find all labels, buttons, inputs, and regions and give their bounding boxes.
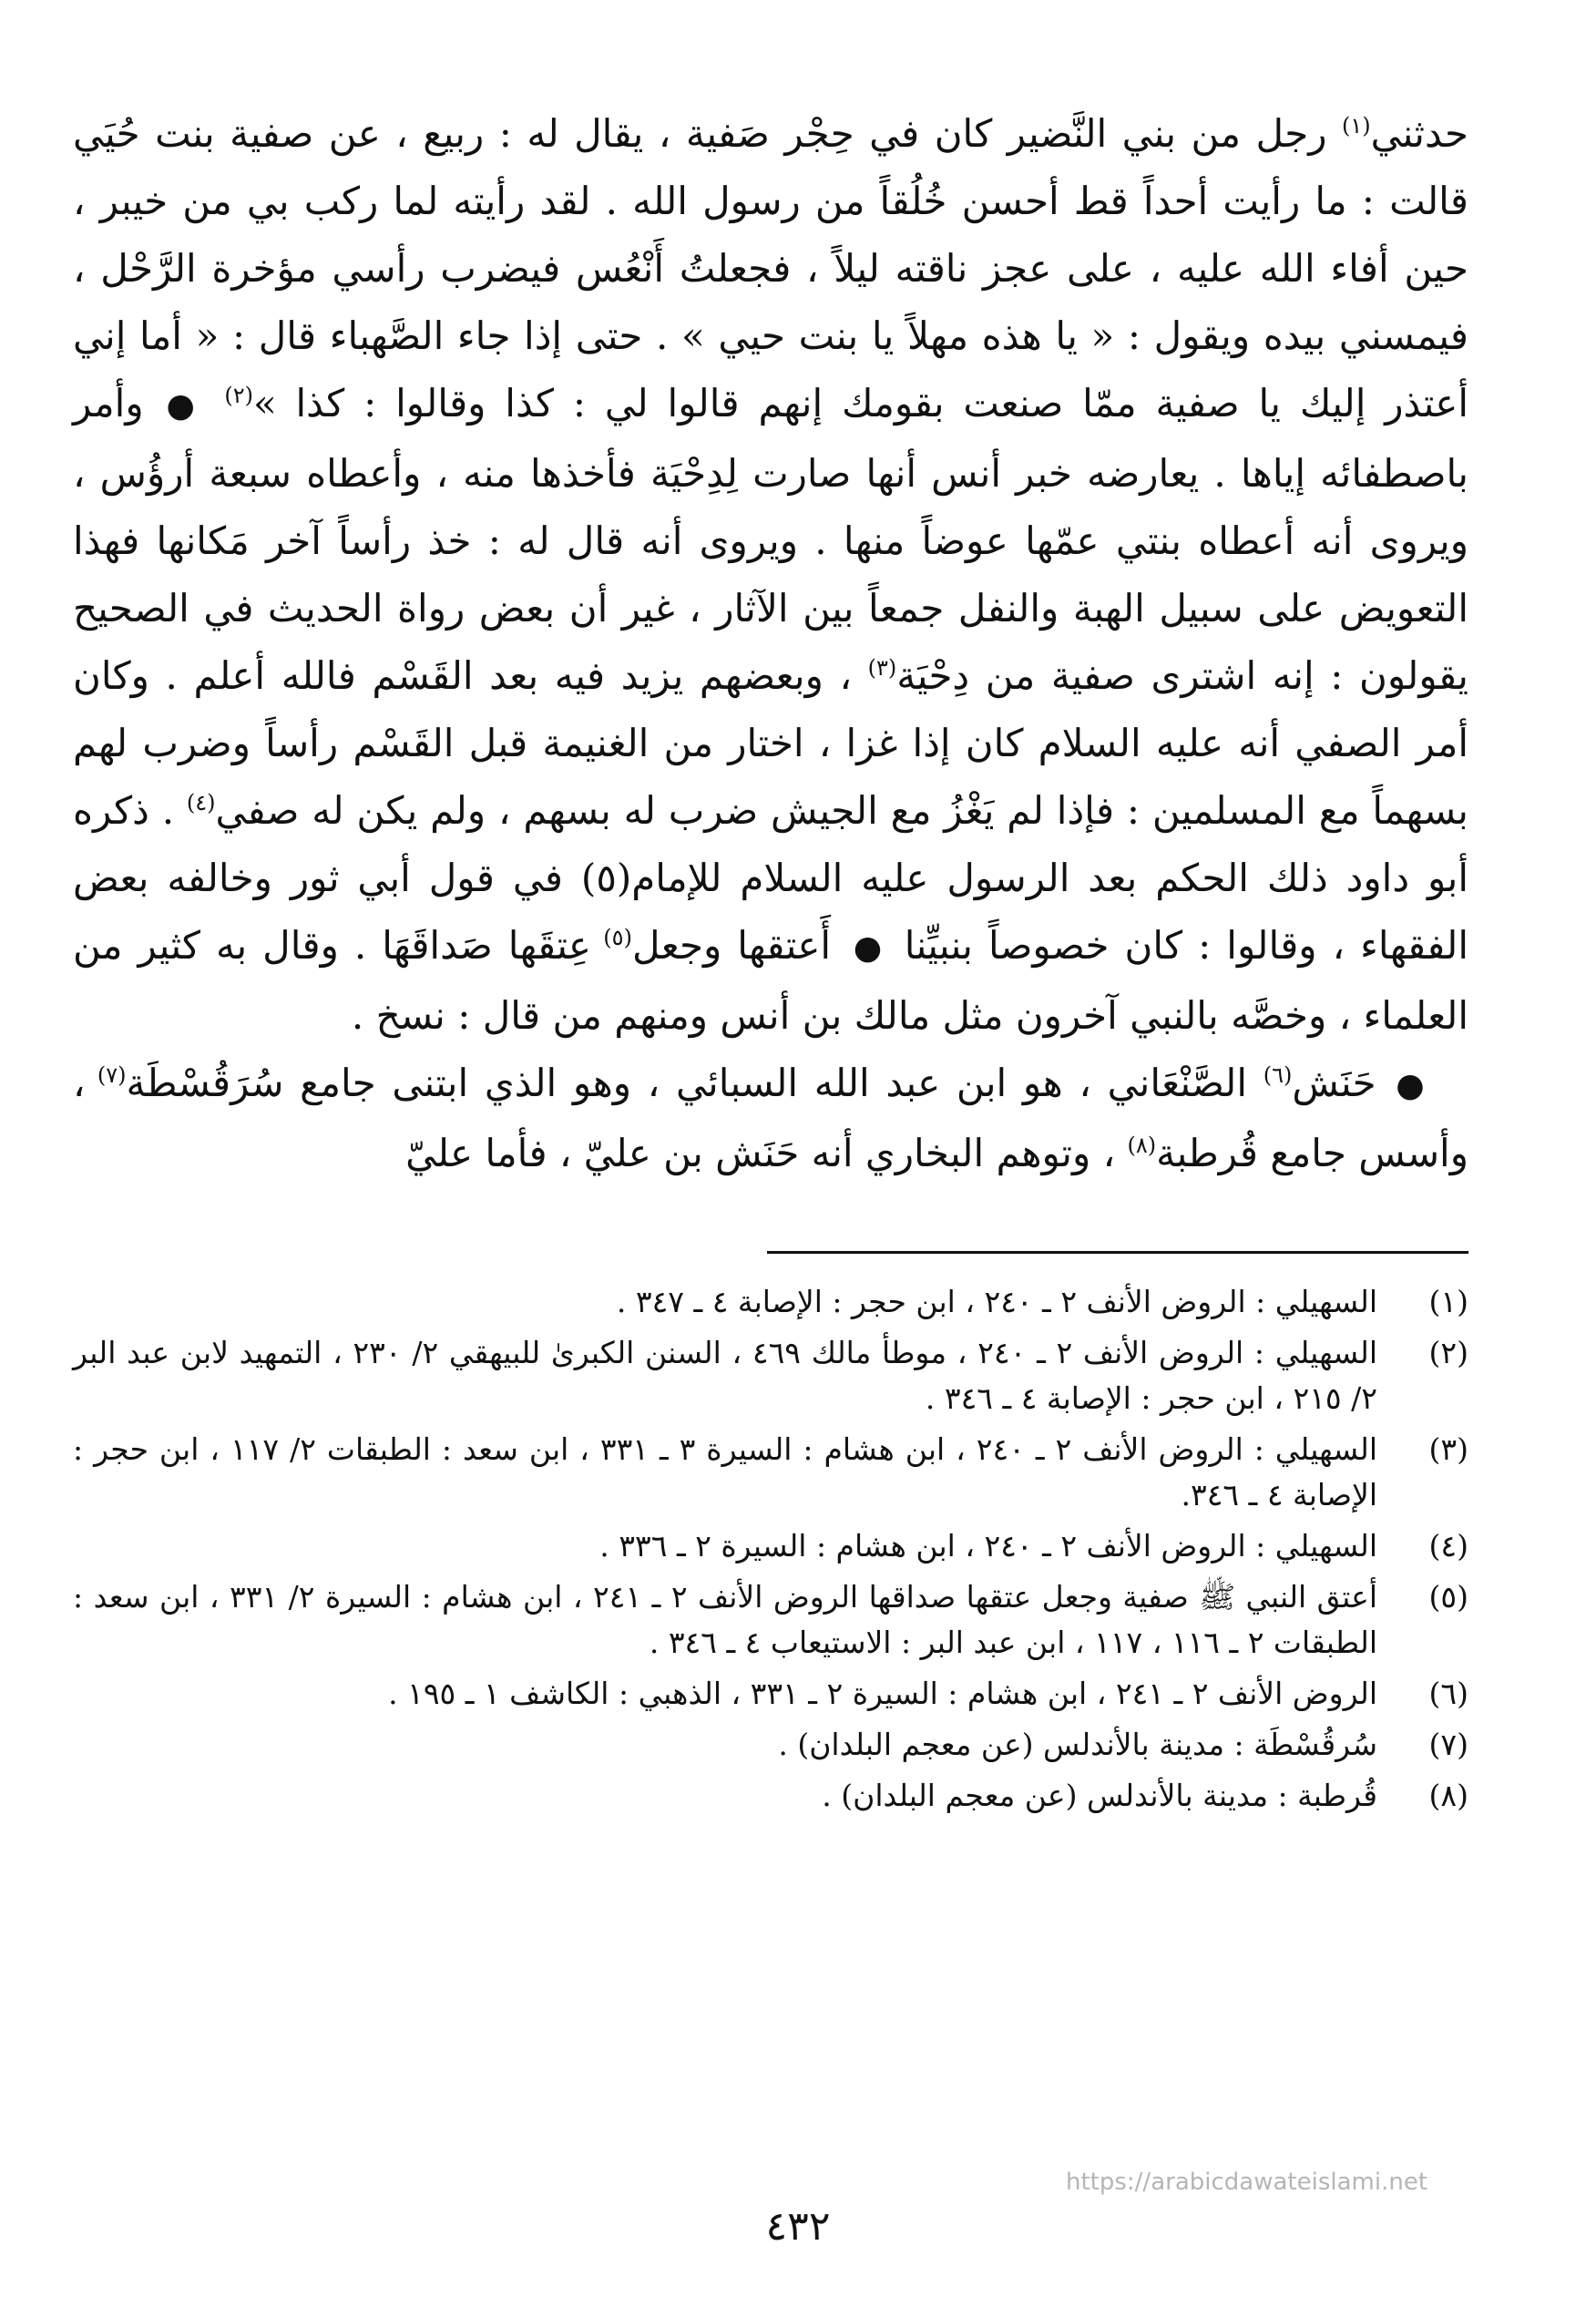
text-run: وأمر باصطفائه إياها . يعارضه خبر أنس أنها صارت لِدِحْيَة فأخذها منه ، وأعطاه سبعة أرؤُس ، ويروى أنه أعطاه بنتي عمّها عوضاً منها . ويروى أنه قال له : خذ رأساً آخر مَكانها فهذا التعويض على سبيل الهبة والنفل جمعاً بين الآثار ، غير أن بعض رواة الحديث في الصحيح يقولون : إنه اشترى صفية من دِحْيَة [73, 381, 1468, 698]
text-run: عِتقَها صَداقَهَا . وقال به كثير من العلماء ، وخصَّه بالنبي آخرون مثل مالك بن أنس ومنهم من قال : نسخ . [73, 923, 1468, 1038]
footnotes-list [73, 1279, 1468, 1819]
text-run: رجل من بني النَّضير كان في حِجْر صَفية ، يقال له : ربيع ، عن صفية بنت حُيَي قالت : ما رأيت أحداً قط أحسن خُلُقاً من رسول الله . لقد رأيته لما ركب بي من خيبر ، حين أفاء الله عليه ، على عجز ناقته ليلاً ، فجعلتُ أَنْعُس فيضرب رأسي مؤخرة الرَّحْل ، فيمسني بيده ويقول : « يا هذه مهلاً يا بنت حيي » . حتى إذا جاء الصَّهباء قال : « أما إني أعتذر إليك يا صفية ممّا صنعت بقومك إنهم قالوا لي : كذا وقالوا : كذا » [73, 111, 1468, 426]
footnote-number: (٥) [1428, 1579, 1468, 1615]
text-run: . ذكره أبو داود ذلك الحكم بعد الرسول عليه السلام للإمام(٥) في قول أبي ثور وخالفه بعض الفقهاء ، وقالوا : كان خصوصاً بنبيِّنا [73, 788, 1469, 968]
footnote-ref-3: (٣) [867, 655, 897, 681]
footnote-item [73, 1523, 1468, 1569]
paragraph-2 [73, 1050, 1468, 1187]
text-run: الصَّنْعَاني ، هو ابن عبد الله السبائي ، وهو الذي ابتنى جامع سُرَقُسْطَة [126, 1061, 1264, 1105]
footnote-item [73, 1330, 1468, 1421]
footnote-ref-7: (٧) [97, 1062, 127, 1088]
paragraph-1 [73, 100, 1468, 1050]
text-run: ، وأسس جامع قُرطبة [73, 1061, 1468, 1175]
footnote-text: سُرقُسْطَة : مدينة بالأندلس (عن معجم البلدان) . [778, 1727, 1377, 1762]
bullet-icon: ● [166, 387, 202, 425]
footnote-number: (٨) [1428, 1778, 1468, 1813]
text-run: حدثني [1370, 111, 1468, 156]
footnote-ref-2: (٢) [224, 383, 253, 408]
footnote-text: السهيلي : الروض الأنف ٢ ـ ٢٤٠ ، موطأ مالك ٤٦٩ ، السنن الكبرىٰ للبيهقي ٢/ ٢٣٠ ، التمهيد لابن عبد البر ٢/ ٢١٥ ، ابن حجر : الإصابة ٤ ـ ٣٤٦ . [73, 1335, 1377, 1416]
footnote-number: (١) [1428, 1284, 1468, 1319]
footnote-number: (٢) [1428, 1335, 1468, 1370]
footnote-item [73, 1574, 1468, 1666]
footnote-text: قُرطبة : مدينة بالأندلس (عن معجم البلدان) . [822, 1778, 1377, 1813]
text-run: ، وبعضهم يزيد فيه بعد القَسْم فالله أعلم . وكان أمر الصفي أنه عليه السلام كان إذا غزا ، اختار من الغنيمة قبل القَسْم رأساً وضرب لهم بسهماً مع المسلمين : فإذا لم يَغْزُ مع الجيش ضرب له بسهم ، ولم يكن له صفي [73, 653, 1468, 833]
footnote-text: أعتق النبي ﷺ صفية وجعل عتقها صداقها الروض الأنف ٢ ـ ٢٤١ ، ابن هشام : السيرة ٢/ ٣٣١ ، ابن سعد : الطبقات ٢ ـ ١١٦ ، ١١٧ ، ابن عبد البر : الاستيعاب ٤ ـ ٣٤٦ . [73, 1579, 1377, 1660]
footnote-ref-5: (٥) [603, 925, 632, 950]
footnote-number: (٣) [1428, 1431, 1468, 1467]
footnote-number: (٧) [1428, 1727, 1468, 1762]
footnote-ref-6: (٦) [1263, 1062, 1293, 1088]
footnote-item [73, 1427, 1468, 1518]
footnote-divider [767, 1251, 1468, 1254]
footnote-ref-4: (٤) [186, 790, 216, 815]
footnote-ref-1: (١) [1341, 113, 1371, 138]
bullet-icon: ● [1396, 1067, 1428, 1104]
footnote-item [73, 1722, 1468, 1768]
page [73, 100, 1468, 2223]
footnote-text: السهيلي : الروض الأنف ٢ ـ ٢٤٠ ، ابن هشام : السيرة ٣ ـ ٣٣١ ، ابن سعد : الطبقات ٢/ ١١٧ ، ابن حجر : الإصابة ٤ ـ ٣٤٦. [73, 1431, 1378, 1513]
page-number: ٤٣٢ [765, 2203, 831, 2250]
text-run: ، وتوهم البخاري أنه حَنَش بن عليّ ، فأما عليّ [405, 1131, 1128, 1175]
text-run: حَنَش [1292, 1061, 1393, 1105]
footnote-text: الروض الأنف ٢ ـ ٢٤١ ، ابن هشام : السيرة ٢ ـ ٣٣١ ، الذهبي : الكاشف ١ ـ ١٩٥ . [388, 1676, 1377, 1711]
text-run: أَعتقها وجعل [631, 923, 847, 968]
footnote-text: السهيلي : الروض الأنف ٢ ـ ٢٤٠ ، ابن حجر : الإصابة ٤ ـ ٣٤٧ . [616, 1284, 1377, 1319]
footnote-number: (٦) [1428, 1676, 1468, 1711]
footnote-item [73, 1773, 1468, 1819]
footnote-number: (٤) [1428, 1528, 1468, 1564]
footnote-item [73, 1671, 1468, 1717]
main-text [73, 100, 1468, 1187]
footnote-ref-8: (٨) [1127, 1133, 1157, 1158]
watermark-url: https://arabicdawateislami.net [1066, 2169, 1428, 2196]
footnote-item [73, 1279, 1468, 1325]
bullet-icon: ● [850, 929, 885, 967]
footnote-text: السهيلي : الروض الأنف ٢ ـ ٢٤٠ ، ابن هشام : السيرة ٢ ـ ٣٣٦ . [599, 1528, 1377, 1564]
